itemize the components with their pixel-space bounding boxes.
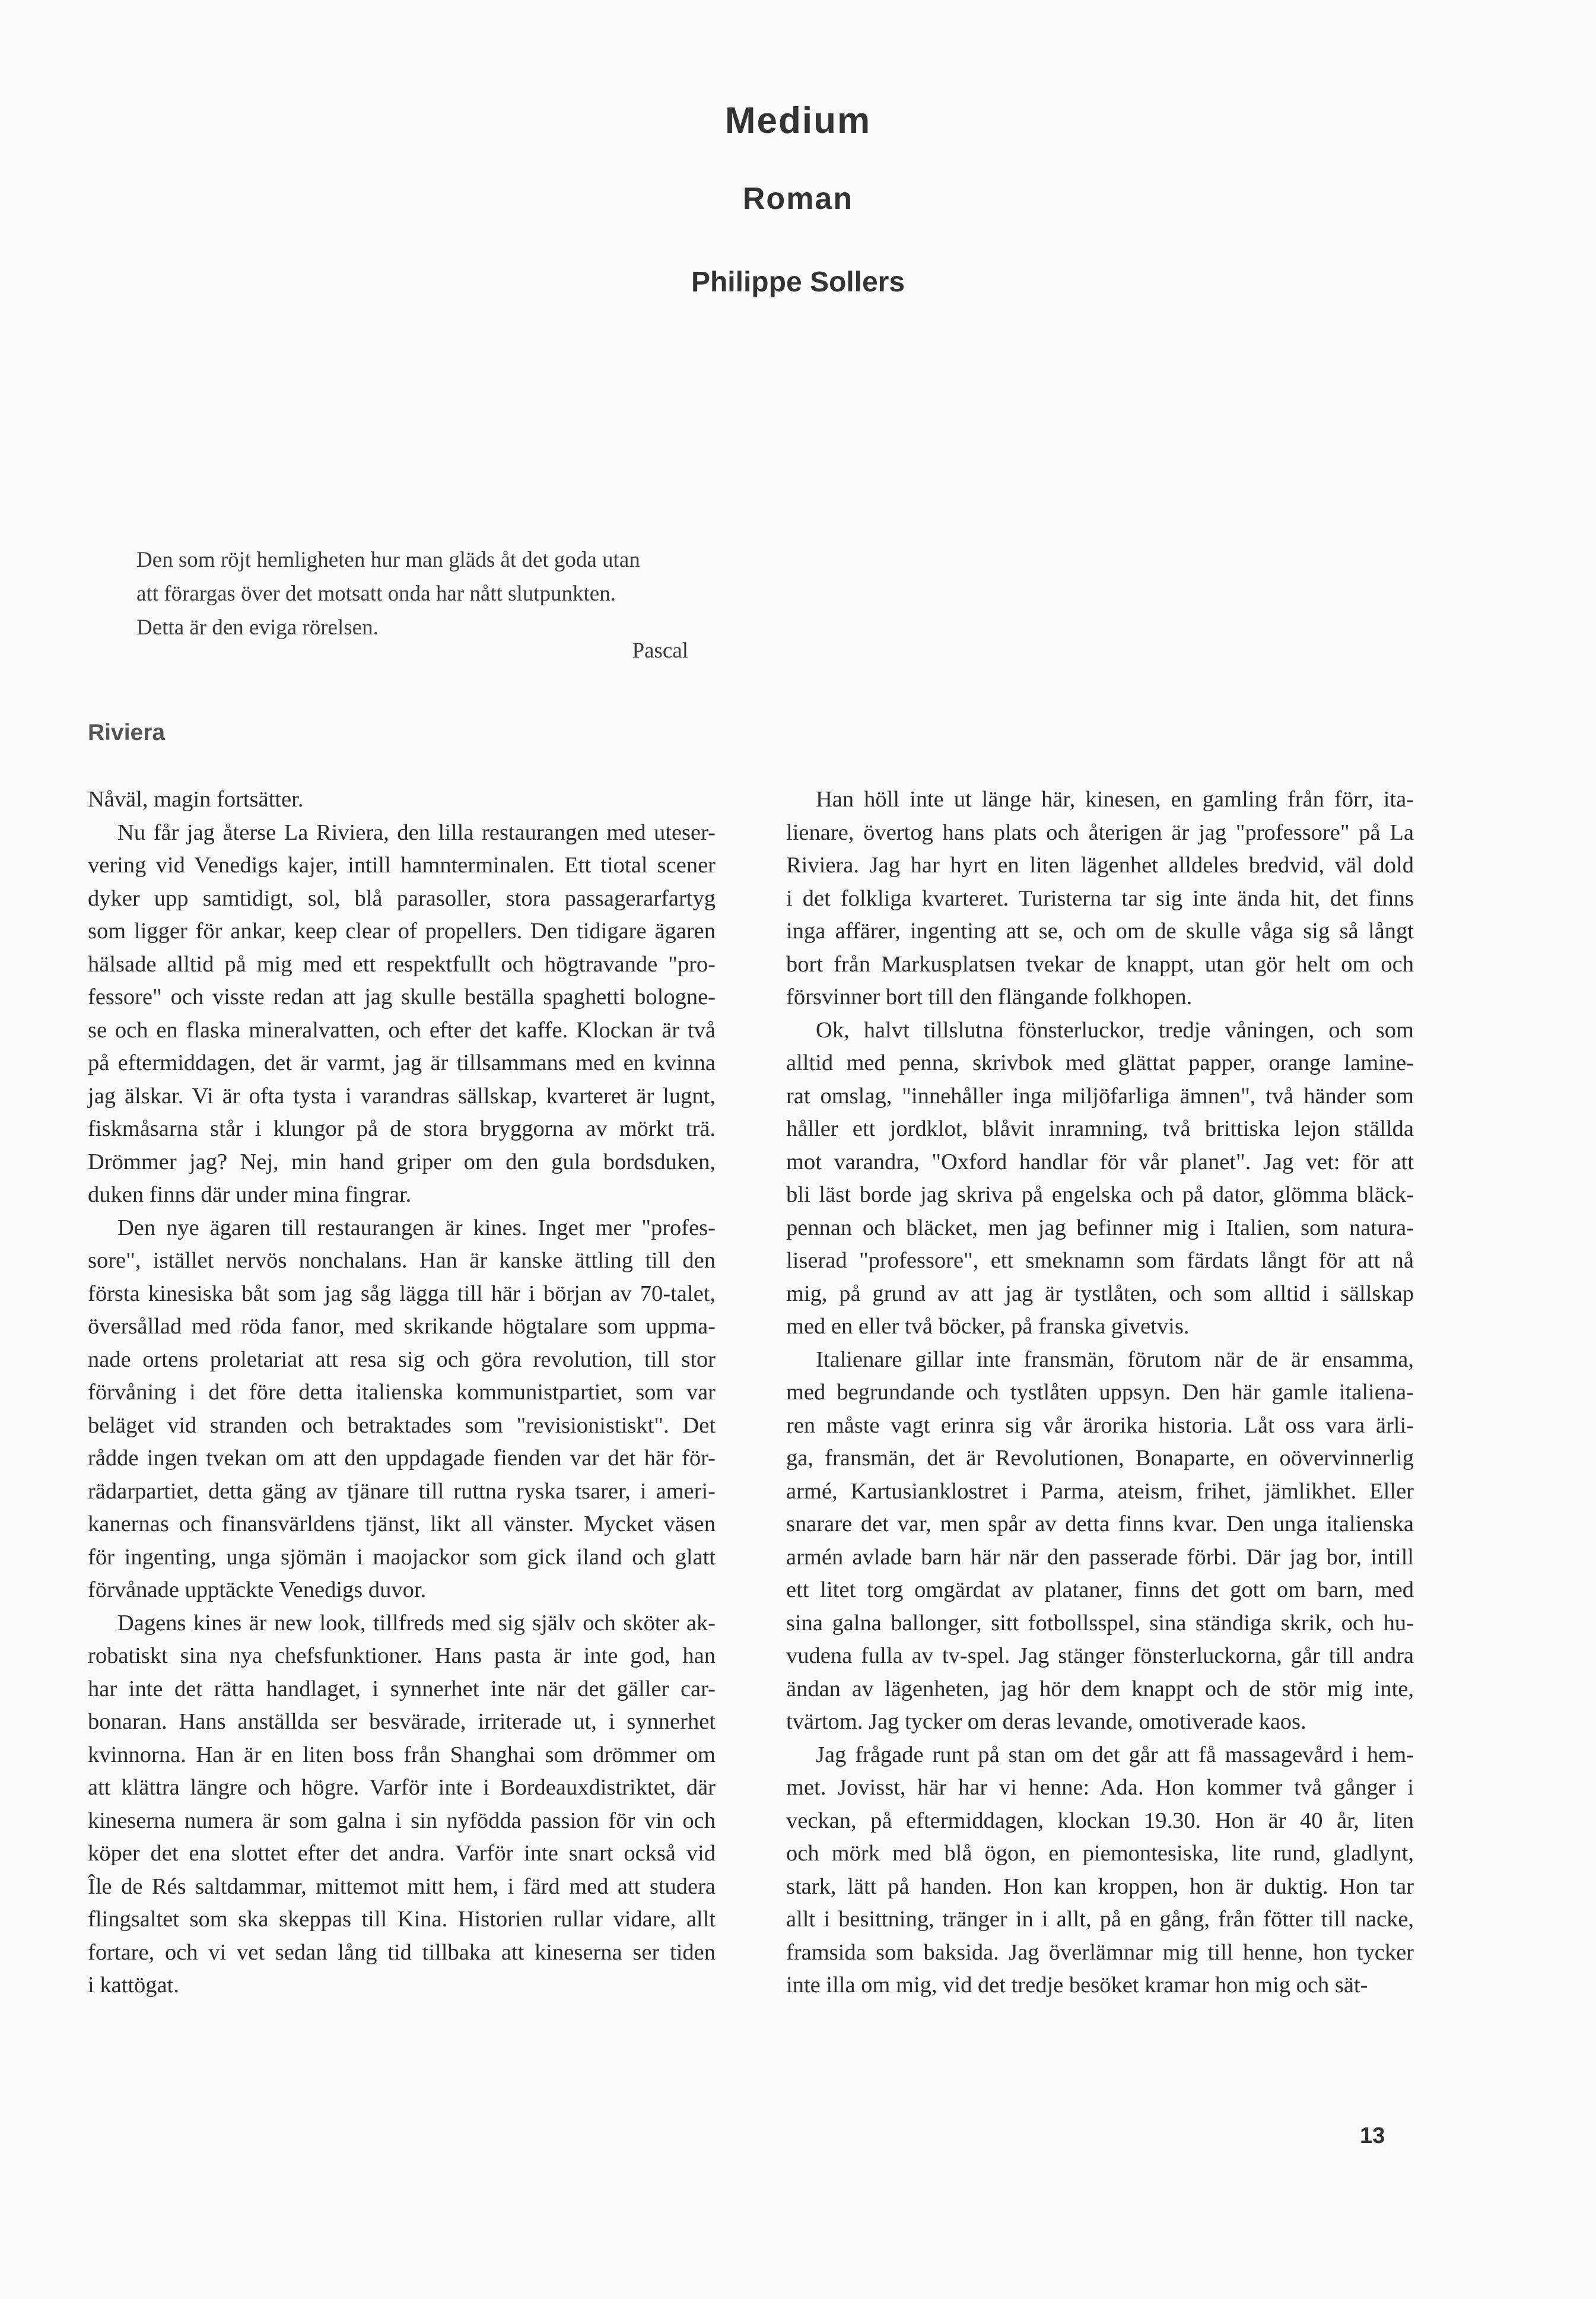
left-text-column bbox=[88, 783, 716, 2002]
page-number: 13 bbox=[1360, 2123, 1385, 2148]
text-line: alltid med penna, skrivbok med glättat papper, orange lamine- bbox=[786, 1050, 1414, 1075]
text-line: Ok, halvt tillslutna fönsterluckor, tredje våningen, och som bbox=[816, 1017, 1414, 1043]
page-subtitle: Roman bbox=[742, 182, 854, 216]
text-line: lienare, övertog hans plats och återigen är jag "professore" på La bbox=[786, 820, 1414, 845]
text-line: beläget vid stranden och betraktades som "revisionistiskt". Det bbox=[88, 1412, 716, 1438]
text-line: och mörk med blå ögon, en piemontesiska, lite rund, gladlynt, bbox=[786, 1841, 1414, 1866]
text-line: förvåning i det före detta italienska kommunistpartiet, som var bbox=[88, 1380, 716, 1405]
text-line: bonaran. Hans anställda ser besvärade, irriterade ut, i synnerhet bbox=[88, 1709, 716, 1734]
text-line: nade ortens proletariat att resa sig och göra revolution, till stor bbox=[88, 1347, 716, 1372]
text-line: Drömmer jag? Nej, min hand griper om den gula bordsduken, bbox=[88, 1149, 716, 1174]
epigraph-line: Detta är den eviga rörelsen. bbox=[136, 615, 379, 640]
text-line: i det folkliga kvarteret. Turisterna tar sig inte ända hit, det finns bbox=[786, 885, 1414, 911]
section-heading: Riviera bbox=[88, 720, 166, 745]
text-line: hälsade alltid på mig med ett respektfullt och högtravande "pro- bbox=[88, 951, 716, 977]
text-line: förvånade upptäckte Venedigs duvor. bbox=[88, 1577, 427, 1602]
paragraph bbox=[88, 1607, 716, 2002]
text-line: tvärtom. Jag tycker om deras levande, omotiverade kaos. bbox=[786, 1709, 1306, 1734]
text-line: att klättra längre och högre. Varför inte i Bordeauxdistriktet, där bbox=[88, 1775, 716, 1800]
epigraph bbox=[136, 543, 706, 644]
epigraph-line: Den som röjt hemligheten hur man gläds åt det goda utan bbox=[136, 548, 640, 572]
text-line: Han höll inte ut länge här, kinesen, en gamling från förr, ita- bbox=[816, 787, 1414, 812]
text-line: kanernas och finansvärldens tjänst, likt all vänster. Mycket väsen bbox=[88, 1512, 716, 1536]
text-line: mot varandra, "Oxford handlar för vår planet". Jag vet: för att bbox=[786, 1149, 1414, 1174]
text-line: Jag frågade runt på stan om det går att få massagevård i hem- bbox=[816, 1742, 1414, 1767]
text-line: sore", istället nervös nonchalans. Han är kanske ättling till den bbox=[88, 1248, 716, 1273]
text-line: allt i besittning, tränger in i allt, på en gång, från fötter till nacke, bbox=[786, 1907, 1414, 1932]
text-line: fessore" och visste redan att jag skulle beställa spaghetti bologne- bbox=[88, 985, 716, 1009]
text-line: har inte det rätta handlaget, i synnerhet inte när det gäller car- bbox=[88, 1676, 716, 1701]
text-line: armén avlade barn här när den passerade förbi. Där jag bor, intill bbox=[786, 1544, 1414, 1570]
text-line: första kinesiska båt som jag såg lägga till här i början av 70-talet, bbox=[88, 1281, 716, 1306]
text-line: bli läst borde jag skriva på engelska och på dator, glömma bläck- bbox=[786, 1182, 1414, 1207]
text-line: i kattögat. bbox=[88, 1973, 179, 1998]
text-line: Nu får jag återse La Riviera, den lilla restaurangen med uteser- bbox=[117, 820, 716, 845]
text-line: försvinner bort till den flängande folkhopen. bbox=[786, 985, 1193, 1009]
text-line: Dagens kines är new look, tillfreds med sig själv och sköter ak- bbox=[117, 1610, 716, 1636]
text-line: översållad med röda fanor, med skrikande högtalare som uppma- bbox=[88, 1314, 716, 1339]
text-line: liserad "professore", ett smeknamn som färdats långt för att nå bbox=[786, 1248, 1414, 1273]
paragraph bbox=[786, 1344, 1414, 1739]
page-title: Medium bbox=[724, 100, 872, 141]
text-line: pennan och bläcket, men jag befinner mig i Italien, som natura- bbox=[786, 1215, 1414, 1240]
text-line: met. Jovisst, här har vi henne: Ada. Hon kommer två gånger i bbox=[786, 1775, 1414, 1800]
text-line: ren måste vagt erinra sig vår ärorika historia. Låt oss vara ärli- bbox=[786, 1412, 1414, 1438]
text-line: rat omslag, "innehåller inga miljöfarliga ämnen", två händer som bbox=[786, 1083, 1414, 1109]
text-line: rådde ingen tvekan om att den uppdagade fienden var det här för- bbox=[88, 1446, 716, 1471]
text-line: bort från Markusplatsen tvekar de knappt, utan gör helt om och bbox=[786, 951, 1414, 977]
text-line: Italienare gillar inte fransmän, förutom när de är ensamma, bbox=[816, 1347, 1414, 1372]
text-line: dyker upp samtidigt, sol, blå parasoller, stora passagerarfartyg bbox=[88, 885, 716, 911]
epigraph-line: att förargas över det motsatt onda har nått slutpunkten. bbox=[136, 582, 616, 606]
text-line: Riviera. Jag har hyrt en liten lägenhet alldeles bredvid, väl dold bbox=[786, 853, 1414, 878]
paragraph bbox=[88, 1212, 716, 1607]
text-line: ga, fransmän, det är Revolutionen, Bonaparte, en oövervinnerlig bbox=[786, 1446, 1414, 1471]
text-line: framsida som baksida. Jag överlämnar mig till henne, hon tycker bbox=[786, 1939, 1414, 1965]
text-line: på eftermiddagen, det är varmt, jag är tillsammans med en kvinna bbox=[88, 1050, 716, 1075]
text-line: fortare, och vi vet sedan lång tid tillbaka att kineserna ser tiden bbox=[88, 1939, 716, 1965]
text-line: robatiskt sina nya chefsfunktioner. Hans pasta är inte god, han bbox=[88, 1643, 716, 1668]
paragraph bbox=[786, 783, 1414, 1014]
text-line: rädarpartiet, detta gäng av tjänare till ruttna ryska tsarer, i ameri- bbox=[88, 1478, 716, 1504]
text-line: som ligger för ankar, keep clear of propellers. Den tidigare ägaren bbox=[88, 919, 716, 944]
text-line: se och en flaska mineralvatten, och efter det kaffe. Klockan är två bbox=[88, 1017, 716, 1043]
right-text-column bbox=[786, 783, 1414, 2002]
text-line: Île de Rés saltdammar, mittemot mitt hem, i färd med att studera bbox=[88, 1874, 716, 1899]
text-line: inga affärer, ingenting att se, och om de skulle våga sig så långt bbox=[786, 919, 1414, 944]
epigraph-attribution: Pascal bbox=[632, 639, 688, 663]
paragraph bbox=[786, 1014, 1414, 1344]
paragraph bbox=[786, 1739, 1414, 2002]
text-line: ändan av lägenheten, jag hör dem knappt och de stör mig inte, bbox=[786, 1676, 1414, 1701]
text-line: mig, på grund av att jag är tystlåten, och som alltid i sällskap bbox=[786, 1281, 1414, 1306]
text-line: fiskmåsarna står i klungor på de stora bryggorna av mörkt trä. bbox=[88, 1116, 716, 1141]
paragraph bbox=[88, 817, 716, 1212]
text-line: sina galna ballonger, sitt fotbollsspel, sina ständiga skrik, och hu- bbox=[786, 1610, 1414, 1636]
text-line: köper det ena slottet efter det andra. Varför inte snart också vid bbox=[88, 1841, 716, 1866]
text-line: armé, Kartusianklostret i Parma, ateism, frihet, jämlikhet. Eller bbox=[786, 1478, 1414, 1504]
text-line: med en eller två böcker, på franska givetvis. bbox=[786, 1314, 1190, 1339]
text-line: jag älskar. Vi är ofta tysta i varandras sällskap, kvarteret är lugnt, bbox=[88, 1083, 716, 1109]
text-line: duken finns där under mina fingrar. bbox=[88, 1182, 412, 1207]
text-line: ett litet torg omgärdat av plataner, finns det gott om barn, med bbox=[786, 1577, 1414, 1602]
text-line: Den nye ägaren till restaurangen är kines. Inget mer "profes- bbox=[117, 1215, 716, 1240]
text-line: stark, lätt på handen. Hon kan kroppen, hon är duktig. Hon tar bbox=[786, 1874, 1414, 1899]
text-line: veckan, på eftermiddagen, klockan 19.30. Hon är 40 år, liten bbox=[786, 1808, 1414, 1833]
text-line: kineserna numera är som galna i sin nyfödda passion för vin och bbox=[88, 1808, 716, 1833]
text-line: håller ett jordklot, blåvit inramning, två brittiska lejon ställda bbox=[786, 1116, 1414, 1141]
paragraph bbox=[88, 783, 716, 817]
text-line: för ingenting, unga sjömän i maojackor som gick iland och glatt bbox=[88, 1544, 716, 1570]
text-line: snarare det var, men spår av detta finns kvar. Den unga italienska bbox=[786, 1512, 1414, 1536]
text-line: vering vid Venedigs kajer, intill hamnterminalen. Ett tiotal scener bbox=[88, 853, 716, 878]
text-line: vudena fulla av tv-spel. Jag stänger fönsterluckorna, går till andra bbox=[786, 1643, 1414, 1668]
text-line: inte illa om mig, vid det tredje besöket kramar hon mig och sät- bbox=[786, 1973, 1368, 1998]
text-line: flingsaltet som ska skeppas till Kina. Historien rullar vidare, allt bbox=[88, 1907, 716, 1932]
text-line: kvinnorna. Han är en liten boss från Shanghai som drömmer om bbox=[88, 1742, 716, 1767]
text-line: med begrundande och tystlåten uppsyn. Den här gamle italiena- bbox=[786, 1380, 1414, 1405]
author-name: Philippe Sollers bbox=[691, 266, 905, 298]
text-line: Nåväl, magin fortsätter. bbox=[88, 787, 304, 812]
